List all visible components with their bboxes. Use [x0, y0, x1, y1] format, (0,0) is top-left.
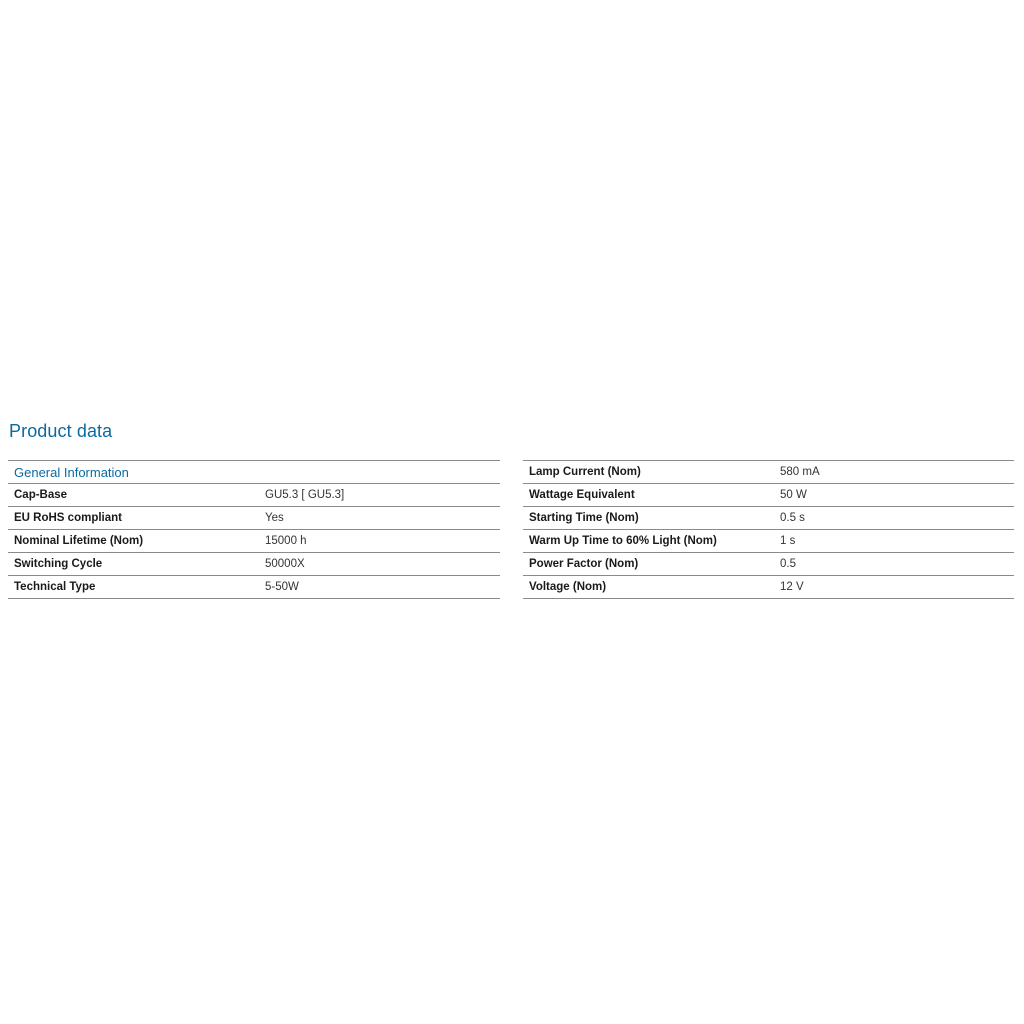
table-row — [8, 530, 500, 553]
electrical-data-table — [523, 460, 1014, 599]
spec-value: 0.5 — [774, 553, 1014, 576]
page-title: Product data — [9, 421, 113, 441]
spec-label: Lamp Current (Nom) — [523, 461, 774, 484]
table-row — [523, 576, 1014, 599]
general-information-table — [8, 460, 500, 599]
spec-label: Switching Cycle — [8, 553, 259, 576]
table-row — [523, 530, 1014, 553]
table-row — [8, 484, 500, 507]
spec-label: EU RoHS compliant — [8, 507, 259, 530]
table-row — [8, 507, 500, 530]
table-row — [523, 484, 1014, 507]
spec-label: Starting Time (Nom) — [523, 507, 774, 530]
spec-label: Wattage Equivalent — [523, 484, 774, 507]
spec-label: Voltage (Nom) — [523, 576, 774, 599]
spec-label: Warm Up Time to 60% Light (Nom) — [523, 530, 774, 553]
spec-value: Yes — [259, 507, 500, 530]
spec-value: 1 s — [774, 530, 1014, 553]
spec-value: 5-50W — [259, 576, 500, 599]
group-title: General Information — [8, 461, 500, 484]
spec-label: Power Factor (Nom) — [523, 553, 774, 576]
spec-label: Nominal Lifetime (Nom) — [8, 530, 259, 553]
spec-value: 50000X — [259, 553, 500, 576]
spec-label: Technical Type — [8, 576, 259, 599]
spec-value: 0.5 s — [774, 507, 1014, 530]
table-row — [523, 507, 1014, 530]
spec-value: 12 V — [774, 576, 1014, 599]
spec-label: Cap-Base — [8, 484, 259, 507]
spec-value: 580 mA — [774, 461, 1014, 484]
table-row — [523, 553, 1014, 576]
table-header-row — [8, 461, 500, 484]
spec-value: 50 W — [774, 484, 1014, 507]
spec-value: 15000 h — [259, 530, 500, 553]
table-row — [8, 576, 500, 599]
table-row — [8, 553, 500, 576]
table-row — [523, 461, 1014, 484]
spec-value: GU5.3 [ GU5.3] — [259, 484, 500, 507]
